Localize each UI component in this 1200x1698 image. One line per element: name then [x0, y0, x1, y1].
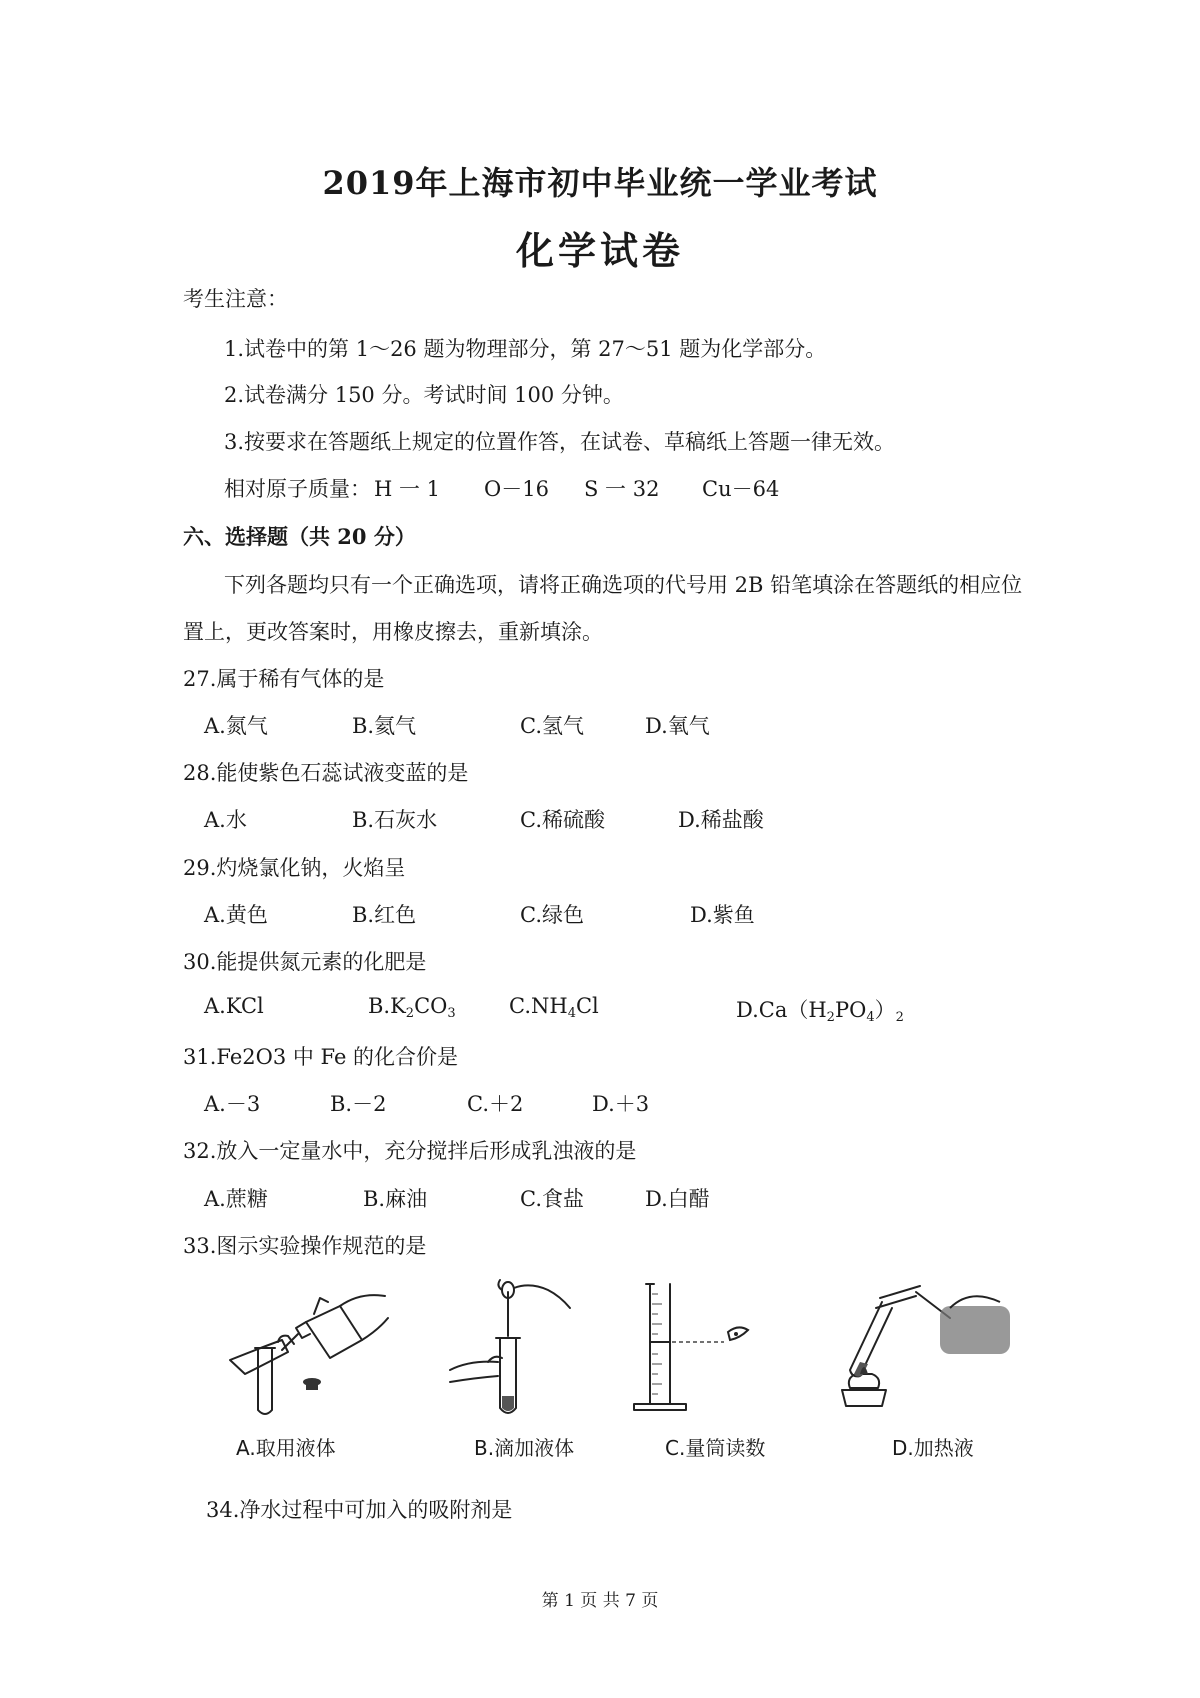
q30-option-b: $B.K_2CO_3$	[368, 994, 456, 1021]
dropping-liquid-illustration	[430, 1278, 600, 1418]
q31-option-c: C.＋2	[467, 1092, 524, 1116]
notice-item-3: 3.按要求在答题纸上规定的位置作答，在试卷、草稿纸上答题一律无效。	[224, 430, 896, 454]
q29-option-a: A.黄色	[204, 903, 268, 927]
question-31-stem: 31.Fe2O3 中 Fe 的化合价是	[183, 1045, 459, 1069]
q32-option-c: C.食盐	[520, 1187, 584, 1211]
q29-option-d: D.紫鱼	[690, 903, 755, 927]
heating-liquid-illustration	[820, 1278, 1030, 1418]
question-34-stem: 34.净水过程中可加入的吸附剂是	[206, 1498, 513, 1522]
page-footer: 第 1 页 共 7 页	[541, 1591, 659, 1611]
section-instruction-line2: 置上，更改答案时，用橡皮擦去，重新填涂。	[183, 620, 603, 644]
paper-subtitle: 化学试卷	[515, 228, 684, 273]
q33-option-a: A.取用液体	[236, 1436, 336, 1460]
section-instruction-line1: 下列各题均只有一个正确选项，请将正确选项的代号用 2B 铅笔填涂在答题纸的相应位	[224, 573, 1023, 597]
q27-option-b: B.氦气	[352, 714, 417, 738]
q33-option-d: D.加热液	[892, 1436, 974, 1460]
notice-item-1: 1.试卷中的第 1～26 题为物理部分，第 27～51 题为化学部分。	[224, 337, 827, 361]
q28-option-d: D.稀盐酸	[678, 808, 764, 832]
q31-option-b: B.－2	[330, 1092, 387, 1116]
q31-option-a: A.－3	[204, 1092, 261, 1116]
q28-option-c: C.稀硫酸	[520, 808, 605, 832]
notice-item-2: 2.试卷满分 150 分。考试时间 100 分钟。	[224, 383, 624, 407]
atomic-mass-o: O－16	[484, 477, 549, 501]
question-27-stem: 27.属于稀有气体的是	[183, 667, 385, 691]
pouring-liquid-illustration	[210, 1278, 400, 1418]
q27-option-c: C.氢气	[520, 714, 584, 738]
section-title: 六、选择题（共 20 分）	[183, 524, 416, 549]
atomic-mass-cu: Cu－64	[702, 477, 780, 501]
atomic-mass-h: H 一 1	[374, 477, 441, 501]
q33-option-c: C.量筒读数	[665, 1436, 766, 1460]
q30-option-d: $D.Ca(H_2PO_4)_2$	[736, 998, 904, 1025]
question-29-stem: 29.灼烧氯化钠，火焰呈	[183, 856, 406, 880]
q27-option-a: A.氮气	[204, 714, 268, 738]
graduated-cylinder-illustration	[620, 1278, 800, 1418]
q32-option-d: D.白醋	[645, 1187, 710, 1211]
q29-option-b: B.红色	[352, 903, 417, 927]
q30-option-c: $C.NH_4Cl$	[509, 994, 599, 1021]
q33-option-b: B.滴加液体	[474, 1436, 575, 1460]
lab-operations-figure	[200, 1278, 1040, 1418]
q27-option-d: D.氧气	[645, 714, 710, 738]
q31-option-d: D.＋3	[592, 1092, 650, 1116]
q29-option-c: C.绿色	[520, 903, 584, 927]
q32-option-a: A.蔗糖	[204, 1187, 268, 1211]
atomic-mass-label: 相对原子质量：	[224, 477, 371, 501]
q28-option-b: B.石灰水	[352, 808, 438, 832]
exam-title: 2019年上海市初中毕业统一学业考试	[322, 164, 878, 202]
q30-option-a: A.KCl	[204, 994, 264, 1018]
question-32-stem: 32.放入一定量水中，充分搅拌后形成乳浊液的是	[183, 1139, 637, 1163]
notice-heading: 考生注意：	[183, 287, 288, 311]
question-30-stem: 30.能提供氮元素的化肥是	[183, 950, 427, 974]
q32-option-b: B.麻油	[363, 1187, 428, 1211]
atomic-mass-s: S 一 32	[584, 477, 660, 501]
question-33-stem: 33.图示实验操作规范的是	[183, 1234, 427, 1258]
q28-option-a: A.水	[204, 808, 247, 832]
question-28-stem: 28.能使紫色石蕊试液变蓝的是	[183, 761, 469, 785]
